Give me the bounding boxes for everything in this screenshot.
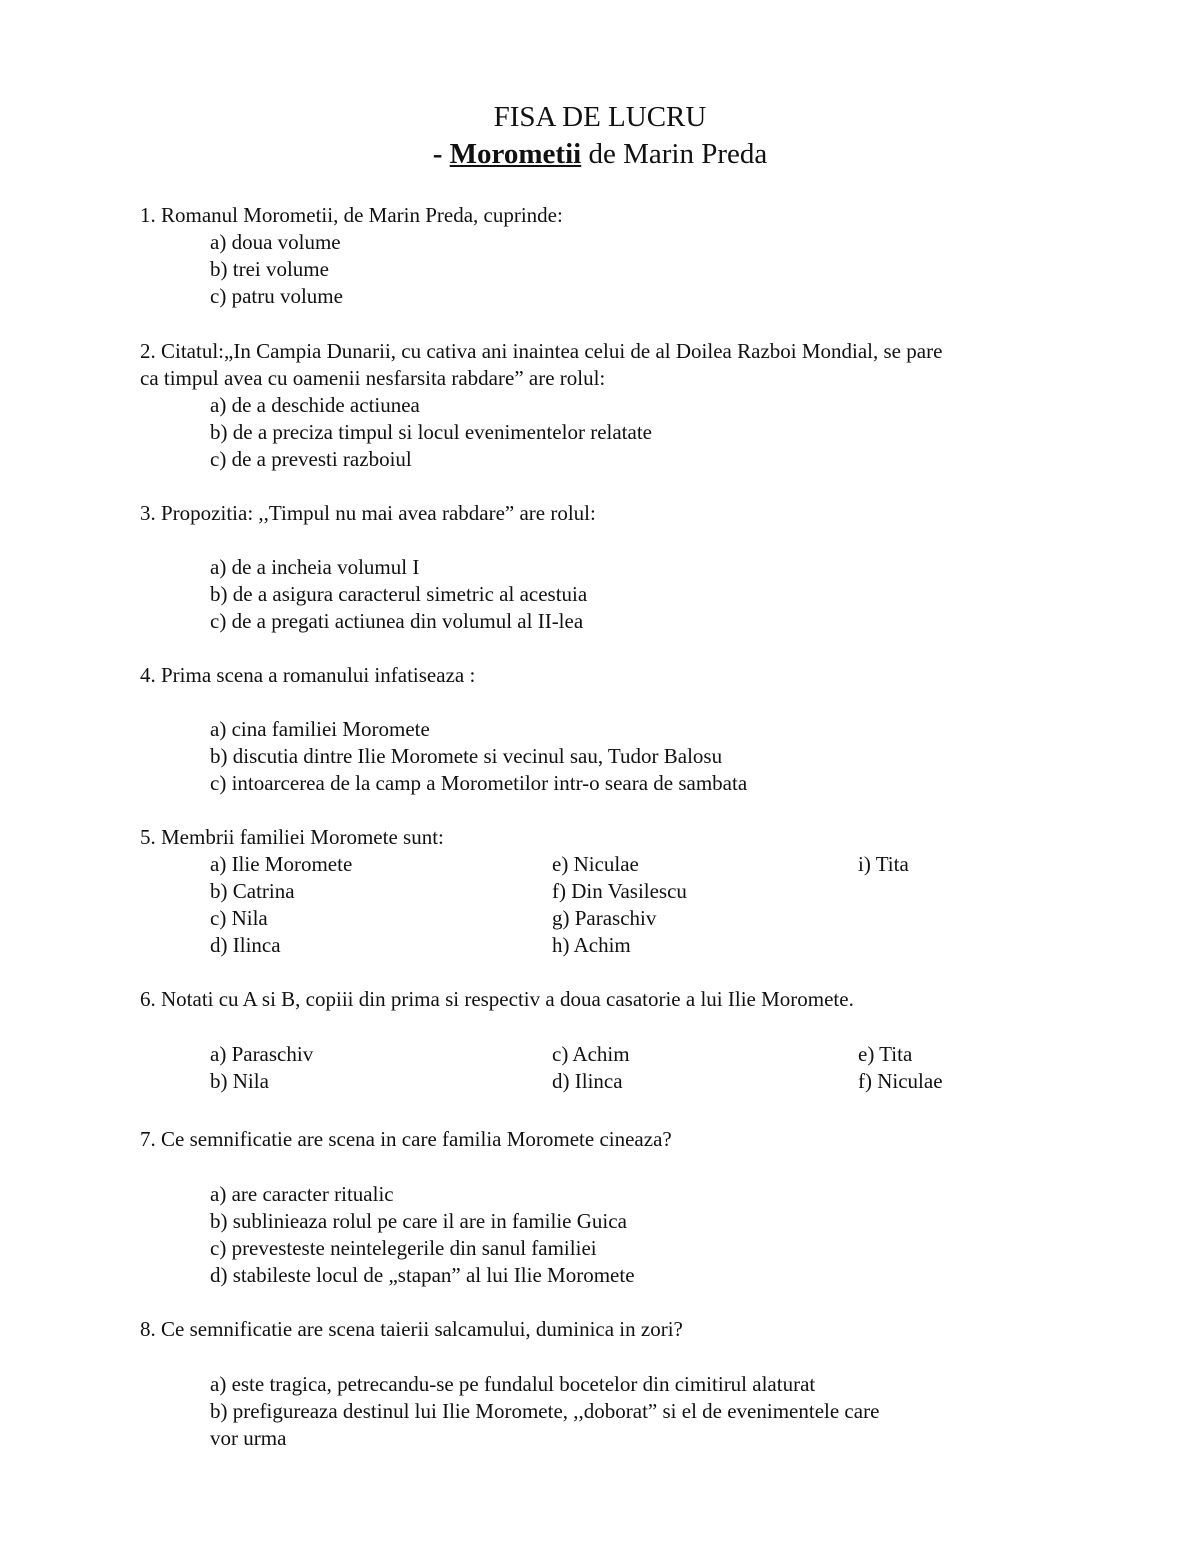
question-4-text: 4. Prima scena a romanului infatiseaza :: [140, 663, 476, 687]
question-6-option-e: e) Tita: [858, 1042, 913, 1066]
question-4-option-c: c) intoarcerea de la camp a Morometilor intr-o seara de sambata: [210, 771, 748, 795]
question-5-option-c: c) Nila: [210, 906, 268, 930]
question-3-option-a: a) de a incheia volumul I: [210, 555, 420, 579]
question-7-option-c: c) prevesteste neintelegerile din sanul familiei: [210, 1236, 597, 1260]
question-8-option-a: a) este tragica, petrecandu-se pe fundalul bocetelor din cimitirul alaturat: [210, 1372, 816, 1396]
question-2-text-line-2: ca timpul avea cu oamenii nesfarsita rabdare” are rolul:: [140, 366, 606, 390]
question-6-option-b: b) Nila: [210, 1069, 269, 1093]
question-7-option-b: b) sublinieaza rolul pe care il are in familie Guica: [210, 1209, 627, 1233]
question-7-option-a: a) are caracter ritualic: [210, 1182, 394, 1206]
worksheet-subtitle: [0, 136, 1200, 172]
question-4-option-b: b) discutia dintre Ilie Moromete si vecinul sau, Tudor Balosu: [210, 744, 723, 768]
question-2-option-c: c) de a prevesti razboiul: [210, 447, 412, 471]
question-5-text: 5. Membrii familiei Moromete sunt:: [140, 825, 444, 849]
question-7-option-d: d) stabileste locul de „stapan” al lui Ilie Moromete: [210, 1263, 635, 1287]
question-1-option-a: a) doua volume: [210, 230, 341, 254]
subtitle-author: de Marin Preda: [581, 138, 768, 170]
question-1-text: 1. Romanul Morometii, de Marin Preda, cuprinde:: [140, 203, 563, 227]
question-5-option-b: b) Catrina: [210, 879, 295, 903]
question-4-option-a: a) cina familiei Moromete: [210, 717, 430, 741]
question-1-option-b: b) trei volume: [210, 257, 329, 281]
question-7-text: 7. Ce semnificatie are scena in care familia Moromete cineaza?: [140, 1127, 672, 1151]
question-3-text: 3. Propozitia: ,,Timpul nu mai avea rabdare” are rolul:: [140, 501, 596, 525]
subtitle-dash: -: [432, 138, 450, 170]
question-2-text-line-1: 2. Citatul:„In Campia Dunarii, cu cativa ani inaintea celui de al Doilea Razboi Mondial, se pare: [140, 339, 943, 363]
question-6-option-d: d) Ilinca: [552, 1069, 623, 1093]
question-6-option-f: f) Niculae: [858, 1069, 943, 1093]
question-5-option-f: f) Din Vasilescu: [552, 879, 687, 903]
question-3-option-c: c) de a pregati actiunea din volumul al II-lea: [210, 609, 584, 633]
question-8-text: 8. Ce semnificatie are scena taierii salcamului, duminica in zori?: [140, 1317, 683, 1341]
question-8-option-b-continued: vor urma: [210, 1426, 287, 1450]
question-3-option-b: b) de a asigura caracterul simetric al acestuia: [210, 582, 588, 606]
question-6-text: 6. Notati cu A si B, copiii din prima si respectiv a doua casatorie a lui Ilie Moromete.: [140, 987, 854, 1011]
question-2-option-a: a) de a deschide actiunea: [210, 393, 420, 417]
question-2-option-b: b) de a preciza timpul si locul evenimentelor relatate: [210, 420, 652, 444]
question-5-option-a: a) Ilie Moromete: [210, 852, 353, 876]
question-5-option-i: i) Tita: [858, 852, 909, 876]
question-5-option-h: h) Achim: [552, 933, 631, 957]
question-5-option-e: e) Niculae: [552, 852, 639, 876]
question-5-option-g: g) Paraschiv: [552, 906, 657, 930]
question-6-option-a: a) Paraschiv: [210, 1042, 314, 1066]
question-8-option-b: b) prefigureaza destinul lui Ilie Moromete, ,,doborat” si el de evenimentele care: [210, 1399, 880, 1423]
question-5-option-d: d) Ilinca: [210, 933, 281, 957]
question-1-option-c: c) patru volume: [210, 284, 343, 308]
novel-title: Morometii: [449, 138, 582, 170]
worksheet-title: FISA DE LUCRU: [493, 101, 707, 133]
question-6-option-c: c) Achim: [552, 1042, 630, 1066]
